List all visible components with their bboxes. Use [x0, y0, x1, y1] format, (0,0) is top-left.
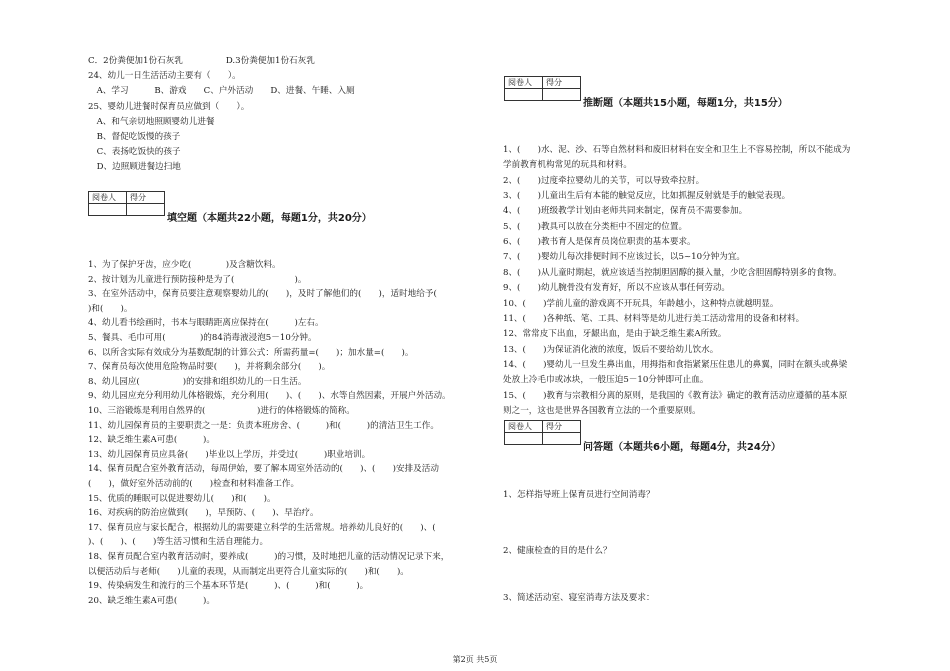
question-line: 1、怎样指导班上保育员进行空间消毒？ — [503, 490, 655, 500]
question-line: 11、幼儿园保育员的主要职责之一是：负责本班房舍、( )和( )的清洁卫生工作。 — [88, 420, 439, 431]
question-line: 5、餐具、毛巾可用( )的84消毒液浸泡5－10分钟。 — [88, 333, 317, 343]
question-line: 则之一，这也是世界各国教育立法的一个重要原则。 — [503, 405, 701, 416]
question-line: A、学习 B、游戏 C、户外活动 D、进餐、午睡、入厕 — [88, 86, 355, 97]
section-title-fill: 填空题（本题共22小题，每题1分，共20分） — [167, 213, 372, 224]
question-line: 12、常常皮下出血，牙龈出血，是由于缺乏维生素A所致。 — [503, 329, 727, 340]
reviewer-cell — [505, 89, 543, 101]
question-line: 7、( )婴幼儿每次排便时间不应该过长，以5~10分钟为宜。 — [503, 252, 746, 263]
question-line: 20、缺乏维生素A可患( )。 — [88, 595, 215, 606]
question-line: 2、( )过度牵拉婴幼儿的关节，可以导致牵拉肘。 — [503, 175, 705, 186]
question-line: ( )，做好室外活动前的( )检查和材料准备工作。 — [88, 479, 300, 489]
question-line: 9、( )幼儿腕骨没有发育好，所以不应该从事任何劳动。 — [503, 283, 731, 294]
question-line: 3、在室外活动中，保育员要注意观察婴幼儿的( )，及时了解他们的( )，适时地给予( — [88, 289, 437, 300]
section-title-judge: 推断题（本题共15小题，每题1分，共15分） — [583, 98, 788, 109]
question-line: 19、传染病发生和流行的三个基本环节是( )、( )和( )。 — [88, 581, 369, 592]
question-line: 14、( )婴幼儿一旦发生鼻出血，用拇指和食指紧紧压住患儿的鼻翼，同时在额头或鼻梁 — [503, 359, 848, 370]
reviewer-cell — [89, 204, 127, 216]
question-line: 8、幼儿园应( )的安排和组织幼儿的一日生活。 — [88, 376, 307, 387]
question-line: 3、简述活动室、寝室消毒方法及要求： — [503, 593, 655, 603]
question-line: 学前教育机构常见的玩具和材料。 — [503, 160, 632, 171]
question-line: 16、对疾病的防治应做到( )，早预防、( )、早治疗。 — [88, 508, 319, 519]
score-box-qa — [504, 420, 581, 445]
question-line: 以便活动后与老师( )儿童的表现，从而制定出更符合儿童实际的( )和( )。 — [88, 566, 409, 577]
score-box-fill — [88, 191, 165, 216]
question-line: 10、( )学前儿童的游戏离不开玩具，年龄越小，这种特点就越明显。 — [503, 298, 779, 309]
question-line: 6、以所含实际有效成分为基数配制的计算公式：所需药量=( )；加水量=( )。 — [88, 347, 414, 358]
question-line: 7、保育员每次使用危险物品时要( )，并将剩余部分( )。 — [88, 362, 331, 373]
question-line: 6、( )教书育人是保育员岗位职责的基本要求。 — [503, 237, 696, 248]
question-line: 14、保育员配合室外教育活动，每周伊始，要了解本周室外活动的( )、( )安排及活动 — [88, 464, 439, 475]
question-line: 处放上冷毛巾或冰块，一般压迫5－10分钟即可止血。 — [503, 375, 709, 386]
question-line: 3、( )儿童出生后有本能的触觉反应，比如抓握反射就是手的触觉表现。 — [503, 191, 791, 202]
question-line: 5、( )教具可以放在分类柜中不固定的位置。 — [503, 221, 688, 232]
question-line: 17、保育员应与家长配合，根据幼儿的需要建立科学的生活常规。培养幼儿良好的( )、( — [88, 522, 436, 533]
question-line: 24、幼儿一日生活活动主要有（ ）。 — [88, 71, 241, 82]
question-line: 13、( )为保证消化液的浓度，饭后不要给幼儿饮水。 — [503, 344, 719, 355]
question-line: 2、按计划为儿童进行预防接种是为了( )。 — [88, 274, 307, 285]
question-line: D、边照顾进餐边扫地 — [88, 162, 181, 173]
score-cell — [127, 204, 165, 216]
score-label: 得分 — [543, 421, 581, 433]
question-line: A、和气亲切地照顾婴幼儿进餐 — [88, 116, 215, 127]
section-title-qa: 问答题（本题共6小题，每题4分，共24分） — [583, 442, 781, 453]
question-line: 15、( )教育与宗教相分离的原则，是我国的《教育法》确定的教育活动应遵循的基本原 — [503, 390, 848, 401]
score-box-judge — [504, 76, 581, 101]
question-line: )和( )。 — [88, 303, 133, 314]
score-label: 得分 — [543, 77, 581, 89]
question-line: 9、幼儿园应充分利用幼儿体格锻炼，充分利用( )、( )、水等自然因素，开展户外活动。 — [88, 391, 451, 402]
reviewer-cell — [505, 433, 543, 445]
page-footer: 第2页 共5页 — [452, 655, 498, 664]
question-line: 25、婴幼儿进餐时保育员应做到（ ）。 — [88, 101, 250, 112]
score-cell — [543, 89, 581, 101]
question-line: )、( )、( )等生活习惯和生活自理能力。 — [88, 537, 269, 548]
reviewer-label: 阅卷人 — [505, 77, 543, 89]
score-cell — [543, 433, 581, 445]
reviewer-label: 阅卷人 — [89, 192, 127, 204]
question-line: 1、( )水、泥、沙、石等自然材料和废旧材料在安全和卫生上不容易控制，所以不能成为 — [503, 145, 851, 155]
reviewer-label: 阅卷人 — [505, 421, 543, 433]
question-line: B、督促吃饭慢的孩子 — [88, 132, 181, 142]
question-line: C．2份粪便加1份石灰乳 D.3份粪便加1份石灰乳 — [88, 56, 315, 66]
question-line: 1、为了保护牙齿，应少吃( )及含糖饮料。 — [88, 260, 281, 270]
question-line: 18、保育员配合室内教育活动时，要养成( )的习惯，及时地把儿童的活动情况记录下来， — [88, 552, 450, 562]
question-line: 4、( )班级教学计划由老师共同来制定，保育员不需要参加。 — [503, 206, 748, 217]
question-line: 12、缺乏维生素A可患( )。 — [88, 435, 215, 446]
question-line: 11、( )各种纸、笔、工具、材料等是幼儿进行美工活动常用的设备和材料。 — [503, 313, 805, 324]
question-line: 2、健康检查的目的是什么？ — [503, 546, 612, 556]
question-line: 4、幼儿看书绘画时，书本与眼睛距离应保持在( )左右。 — [88, 318, 324, 329]
question-line: C、表扬吃饭快的孩子 — [88, 147, 181, 158]
question-line: 8、( )从儿童时期起，就应该适当控制胆固醇的摄入量，少吃含胆固醇特别多的食物。 — [503, 267, 842, 278]
question-line: 10、三浴锻炼是利用自然界的( )进行的体格锻炼的简称。 — [88, 406, 355, 416]
question-line: 15、优质的睡眠可以促进婴幼儿( )和( )。 — [88, 493, 276, 504]
score-label: 得分 — [127, 192, 165, 204]
question-line: 13、幼儿园保育员应具备( )毕业以上学历，并受过( )职业培训。 — [88, 449, 371, 460]
